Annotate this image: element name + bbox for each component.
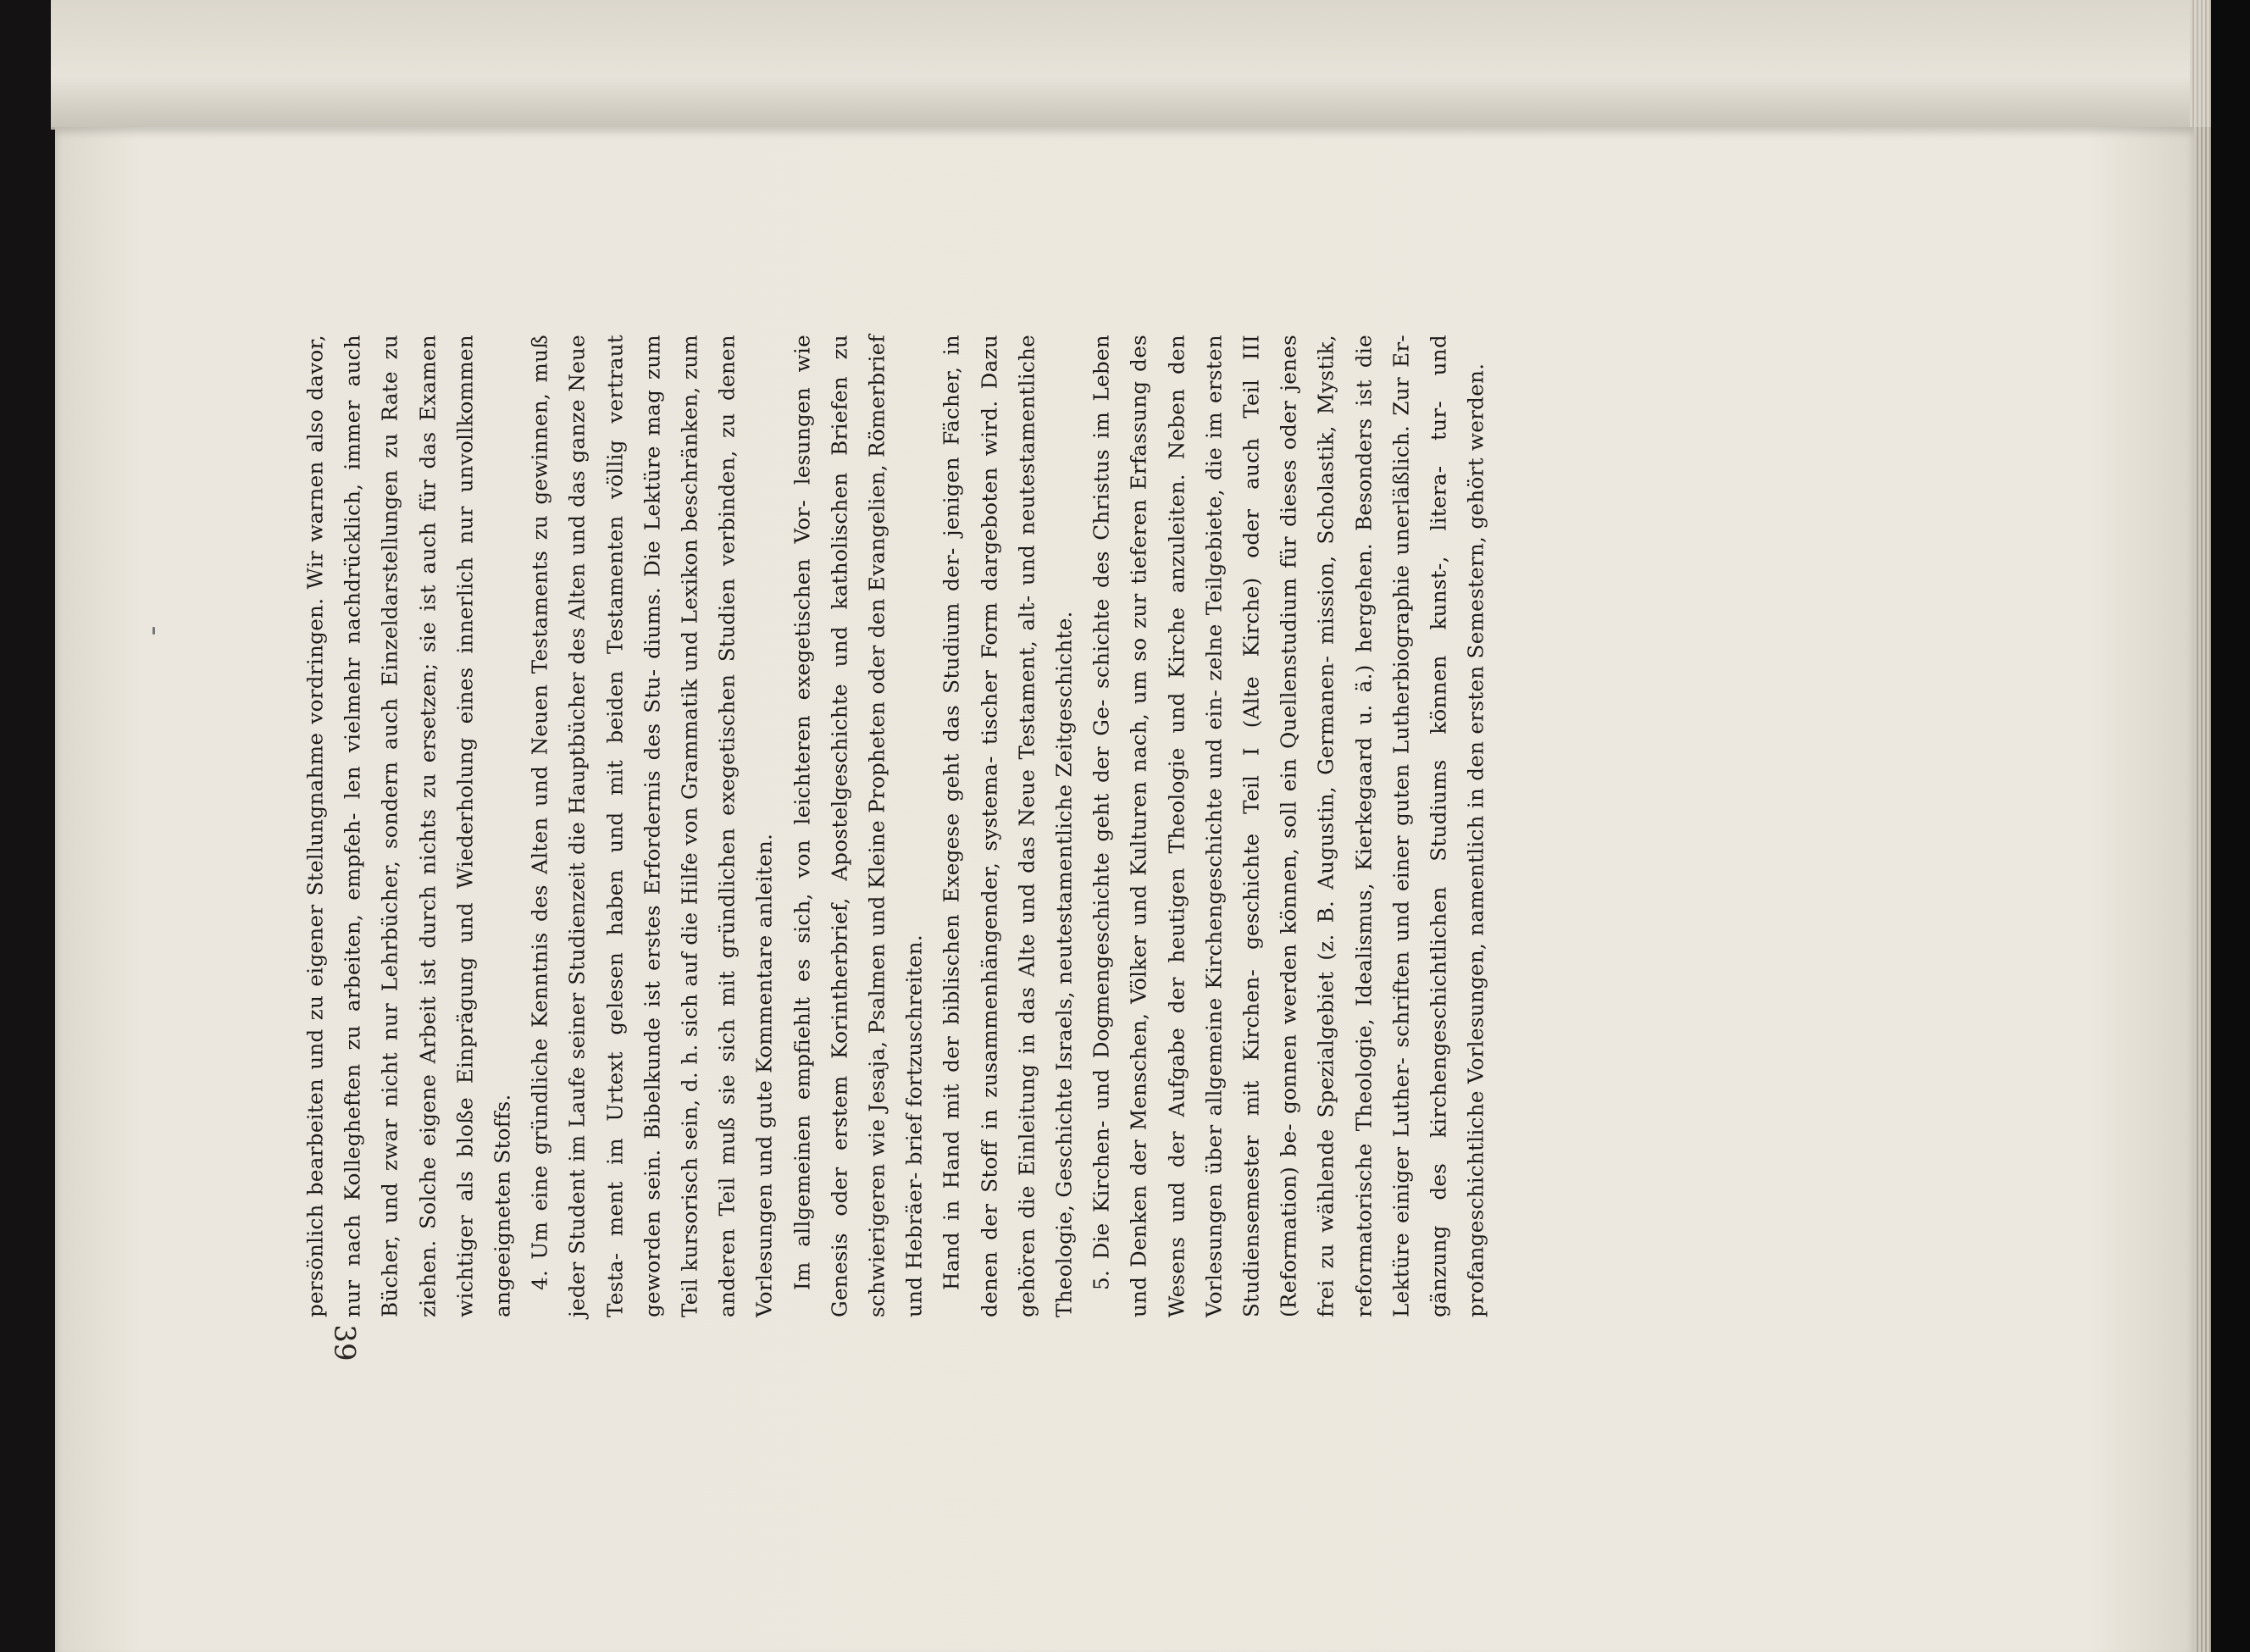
background-shadow [2211,0,2250,1652]
paragraph: Im allgemeinen empfiehlt es sich, von leichteren exegetischen Vor- lesungen wie Genesis oder erstem Korintherbrief, Apostelgeschichte und katholischen Briefen zu schwierigeren wie Jesaja, Psalmen und Kleine Propheten oder den Evangelien, Römerbrief und Hebräer- brief fortzuschreiten. [790,335,927,1317]
page-number: 39 [327,1324,362,1361]
text-column-inner [297,335,1496,1317]
paragraph: Hand in Hand mit der biblischen Exegese geht das Studium der- jenigen Fächer, in denen der Stoff in zusammenhängender, systema- tischer Form dargeboten wird. Dazu gehören die Einleitung in das Alte und das Neue Testament, alt- und neutestamentliche Theologie, Geschichte Israels, neutestamentliche Zeitgeschichte. [939,335,1077,1317]
page-stack-edge [2194,127,2211,1652]
paper-speck [152,627,155,635]
paragraph: 5. Die Kirchen- und Dogmengeschichte geht der Ge- schichte des Christus im Leben und Denken der Menschen, Völker und Kulturen nach, um so zur tieferen Erfassung des Wesens und der Aufgabe der heutigen Theologie und Kirche anzuleiten. Neben den Vorlesungen über allgemeine Kirchengeschichte und ein- zelne Teilgebiete, die im ersten Studiensemester mit Kirchen- geschichte Teil I (Alte Kirche) oder auch Teil III (Reformation) be- gonnen werden können, soll ein Quellenstudium für dieses oder jenes frei zu wählende Spezialgebiet (z. B. Augustin, Germanen- mission, Scholastik, Mystik, reformatorische Theologie, Idealismus, Kierkegaard u. ä.) hergehen. Besonders ist die Lektüre einiger Luther- schriften und einer guten Lutherbiographie unerläßlich. Zur Er- gänzung des kirchengeschichtlichen Studiums können kunst-, litera- tur- und profangeschichtliche Vorlesungen, namentlich in den ersten Semestern, gehört werden. [1089,335,1488,1317]
paragraph: 4. Um eine gründliche Kenntnis des Alten und Neuen Testaments zu gewinnen, muß jeder Student im Laufe seiner Studienzeit die Hauptbücher des Alten und das ganze Neue Testa- ment im Urtext gelesen haben und mit beiden Testamenten völlig vertraut geworden sein. Bibelkunde ist erstes Erfordernis des Stu- diums. Die Lektüre mag zum Teil kursorisch sein, d. h. sich auf die Hilfe von Grammatik und Lexikon beschränken, zum anderen Teil muß sie sich mit gründlichen exegetischen Studien verbinden, zu denen Vorlesungen und gute Kommentare anleiten. [527,335,777,1317]
facing-page-edge [51,0,2190,130]
page-stack-top [2190,0,2214,127]
text-column [297,335,1496,1317]
paragraph: persönlich bearbeiten und zu eigener Stellungnahme vordringen. Wir warnen also davor, nur nach Kollegheften zu arbeiten, empfeh- len vielmehr nachdrücklich, immer auch Bücher, und zwar nicht nur Lehrbücher, sondern auch Einzeldarstellungen zu Rate zu ziehen. Solche eigene Arbeit ist durch nichts zu ersetzen; sie ist auch für das Examen wichtiger als bloße Einprägung und Wiederholung eines innerlich nur unvollkommen angeeigneten Stoffs. [302,335,515,1317]
